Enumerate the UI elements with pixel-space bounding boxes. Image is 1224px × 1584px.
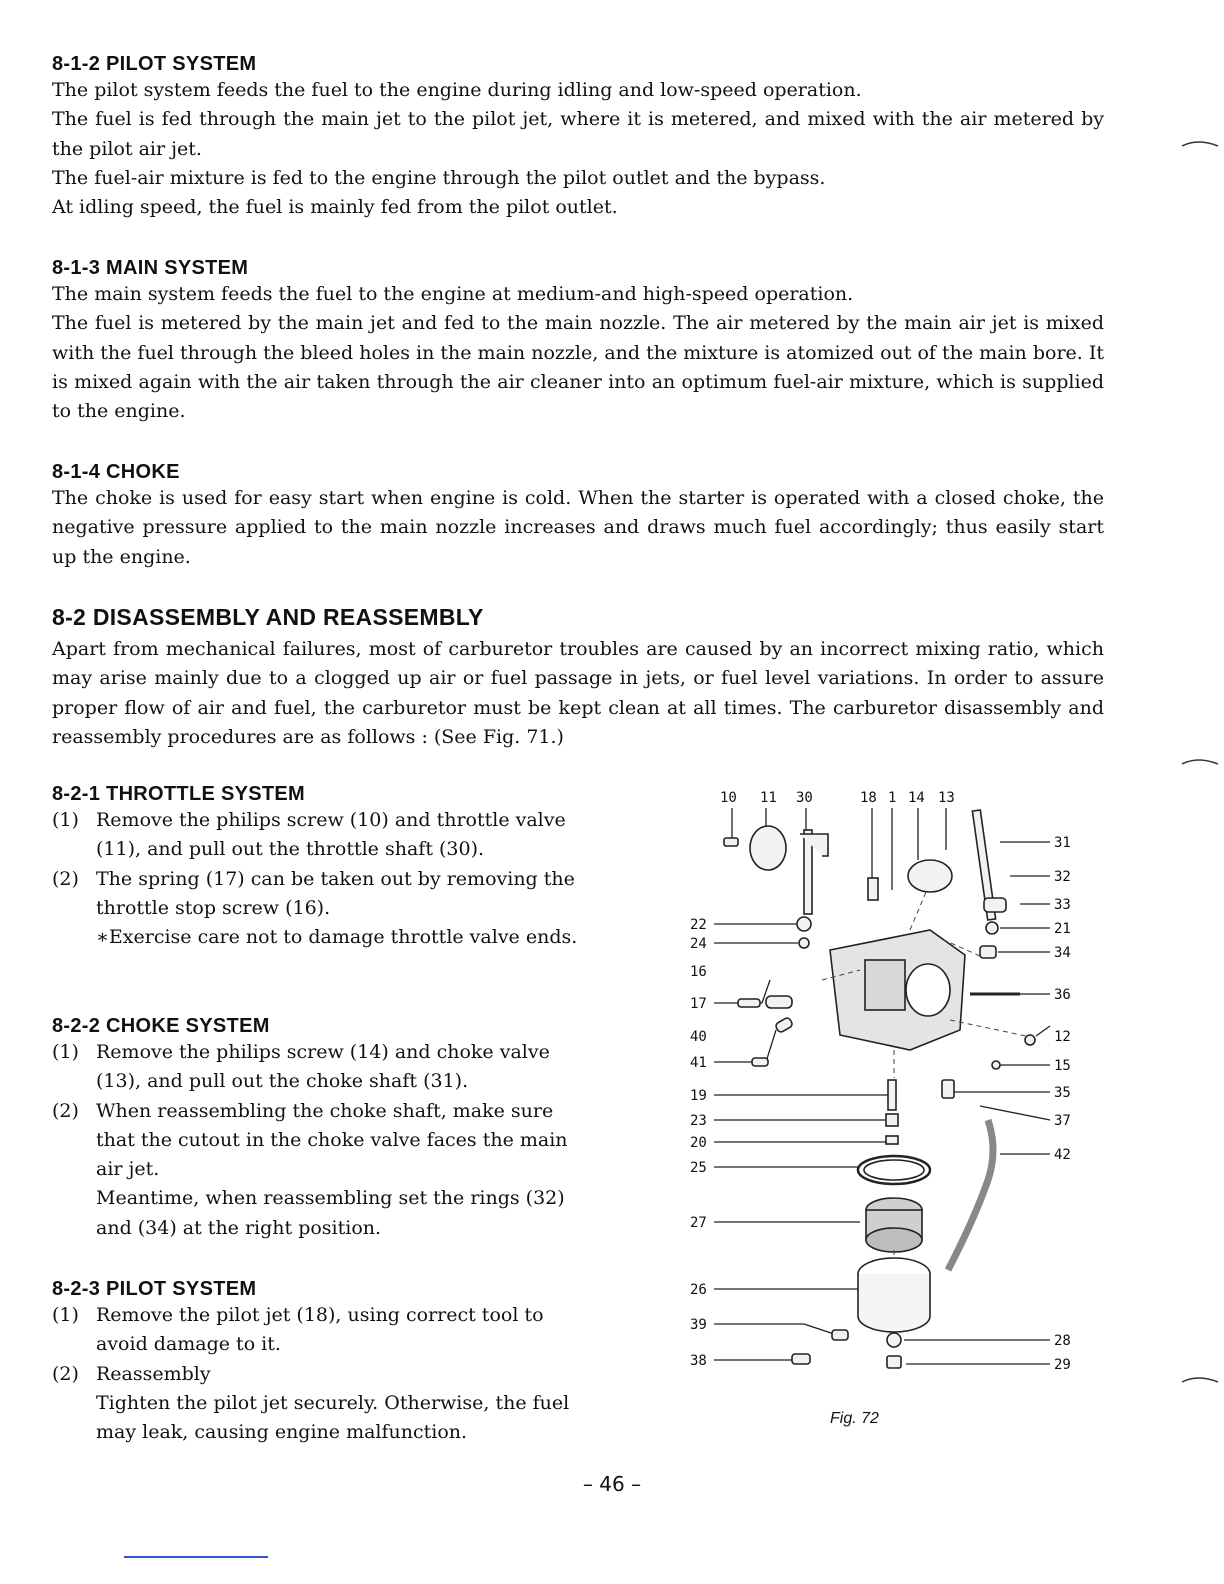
callout-label: 26	[690, 1282, 707, 1298]
binding-mark	[1180, 1374, 1220, 1384]
section-8-1-4	[52, 460, 1104, 572]
callout-label: 27	[690, 1215, 707, 1231]
step-note: Meantime, when reassembling set the rings (32) and (34) at the right position.	[96, 1187, 565, 1239]
section-heading: 8-1-4 CHOKE	[52, 461, 180, 483]
caution-note: ∗Exercise care not to damage throttle valve ends.	[96, 926, 578, 949]
step-text: The spring (17) can be taken out by removing the throttle stop screw (16).	[96, 867, 575, 919]
callout-label: 12	[1054, 1029, 1071, 1045]
step-number: (1)	[52, 809, 79, 831]
section-heading: 8-2-3 PILOT SYSTEM	[52, 1278, 257, 1300]
callout-label: 25	[690, 1160, 707, 1176]
section-heading: 8-2-2 CHOKE SYSTEM	[52, 1015, 270, 1037]
step-number: (1)	[52, 1304, 79, 1326]
callout-label: 18	[860, 790, 877, 806]
diagram-svg	[680, 780, 1100, 1440]
section-8-2-2	[52, 1014, 592, 1243]
callout-label: 11	[760, 790, 777, 806]
step-item	[52, 806, 592, 865]
paragraph: The choke is used for easy start when engine is cold. When the starter is operated with a closed choke, the negative pressure applied to the main nozzle increases and draws much fuel accordingly; thus easily start up the engine.	[52, 487, 1104, 568]
step-number: (2)	[52, 867, 79, 890]
section-8-2-3	[52, 1277, 592, 1447]
section-8-1-2	[52, 52, 1104, 222]
page-number: – 46 –	[582, 1472, 642, 1496]
callout-label: 22	[690, 917, 707, 933]
callout-label: 33	[1054, 897, 1071, 913]
step-text: Remove the philips screw (10) and throttle valve (11), and pull out the throttle shaft (30).	[96, 809, 566, 861]
section-8-2-1	[52, 782, 592, 952]
callout-label: 14	[908, 790, 925, 806]
section-heading: 8-2-1 THROTTLE SYSTEM	[52, 783, 305, 805]
carburetor-exploded-diagram	[680, 780, 1100, 1440]
callout-label: 20	[690, 1135, 707, 1151]
callout-label: 16	[690, 964, 707, 980]
callout-label: 42	[1054, 1147, 1071, 1163]
callout-label: 23	[690, 1113, 707, 1129]
callout-label: 40	[690, 1029, 707, 1045]
callout-label: 34	[1054, 945, 1071, 961]
section-8-1-3	[52, 256, 1104, 426]
step-text: When reassembling the choke shaft, make sure that the cutout in the choke valve faces the main air jet.	[96, 1099, 568, 1181]
callout-label: 41	[690, 1055, 707, 1071]
step-item	[52, 1301, 592, 1360]
paragraph-line: The fuel-air mixture is fed to the engine through the pilot outlet and the bypass.	[52, 166, 826, 189]
callout-label: 39	[690, 1317, 707, 1333]
chapter-heading: 8-2 DISASSEMBLY AND REASSEMBLY	[52, 604, 484, 630]
callout-label: 1	[888, 790, 897, 806]
callout-label: 29	[1054, 1357, 1071, 1373]
callout-label: 38	[690, 1353, 707, 1369]
step-text: Reassembly	[96, 1362, 211, 1385]
callout-label: 24	[690, 936, 707, 952]
paragraph-line: At idling speed, the fuel is mainly fed from the pilot outlet.	[52, 196, 618, 219]
step-number: (2)	[52, 1362, 79, 1385]
callout-label: 13	[938, 790, 955, 806]
callout-label: 36	[1054, 987, 1071, 1003]
callout-label: 37	[1054, 1113, 1071, 1129]
paragraph-line: The fuel is fed through the main jet to the pilot jet, where it is metered, and mixed with the air metered by the pilot air jet.	[52, 108, 1104, 160]
callout-label: 19	[690, 1088, 707, 1104]
callout-label: 28	[1054, 1333, 1071, 1349]
step-item	[52, 865, 592, 924]
binding-mark	[1180, 756, 1220, 766]
binding-mark	[1180, 138, 1220, 148]
section-8-2	[52, 603, 1104, 752]
step-text: Remove the philips screw (14) and choke valve (13), and pull out the choke shaft (31).	[96, 1041, 550, 1093]
scan-artifact-line	[124, 1556, 268, 1558]
callout-label: 10	[720, 790, 737, 806]
paragraph-line: The fuel is metered by the main jet and fed to the main nozzle. The air metered by the main air jet is mixed with the fuel through the bleed holes in the main nozzle, and the mixture is atomized out of the main bore. It is mixed again with the air taken through the air cleaner into an optimum fuel-air mixture, which is supplied to the engine.	[52, 312, 1104, 423]
figure-caption: Fig. 72	[830, 1410, 879, 1427]
step-item	[52, 1360, 592, 1389]
callout-label: 15	[1054, 1058, 1071, 1074]
callout-label: 35	[1054, 1085, 1071, 1101]
step-item	[52, 1097, 592, 1185]
callout-label: 30	[796, 790, 813, 806]
step-text: Remove the pilot jet (18), using correct tool to avoid damage to it.	[96, 1304, 544, 1356]
callout-label: 32	[1054, 869, 1071, 885]
callout-label: 21	[1054, 921, 1071, 937]
section-heading: 8-1-2 PILOT SYSTEM	[52, 53, 257, 75]
step-number: (2)	[52, 1099, 79, 1122]
paragraph: Apart from mechanical failures, most of carburetor troubles are caused by an incorrect mixing ratio, which may arise mainly due to a clogged up air or fuel passage in jets, or fuel level variations. In order to assure proper flow of air and fuel, the carburetor must be kept clean at all times. The carburetor disassembly and reassembly procedures are as follows : (See Fig. 71.)	[52, 638, 1104, 748]
callout-label: 31	[1054, 835, 1071, 851]
step-item	[52, 1038, 592, 1097]
paragraph-line: The main system feeds the fuel to the engine at medium-and high-speed operation.	[52, 283, 854, 305]
step-number: (1)	[52, 1041, 79, 1063]
step-note: Tighten the pilot jet securely. Otherwise, the fuel may leak, causing engine malfunction.	[96, 1391, 570, 1444]
paragraph-line: The pilot system feeds the fuel to the engine during idling and low-speed operation.	[52, 79, 862, 101]
section-heading: 8-1-3 MAIN SYSTEM	[52, 257, 249, 279]
callout-label: 17	[690, 996, 707, 1012]
